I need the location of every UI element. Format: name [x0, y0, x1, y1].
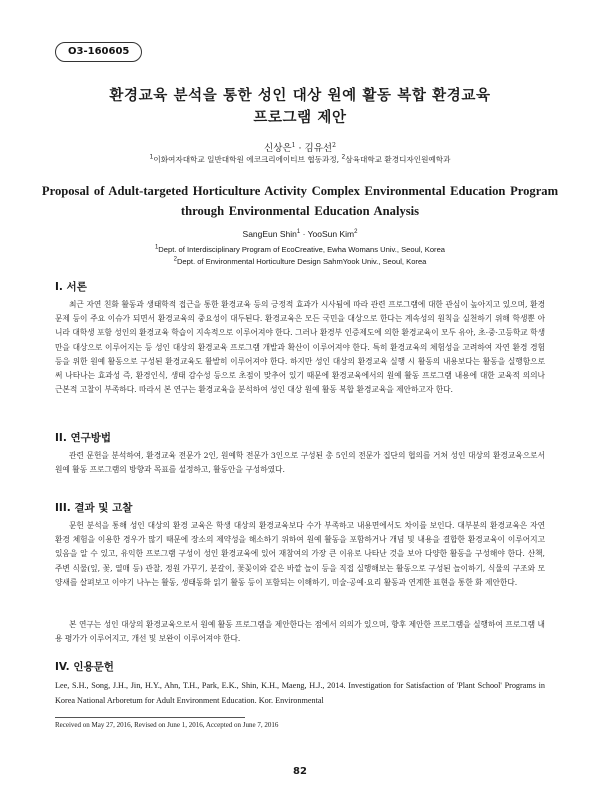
affil-2-en: Dept. of Environmental Horticulture Design SahmYook Univ., Seoul, Korea [176, 257, 427, 266]
results-paragraph-2: 본 연구는 성인 대상의 환경교육으로서 원예 활동 프로그램을 제안한다는 점에서 의의가 있으며, 향후 제안한 프로그램을 실행하여 프로그램 내용 평가가 이루어지고, 개선 및 보완이 이루어져야 한다. [55, 620, 545, 644]
affil-1-en-row [0, 244, 600, 256]
author-2-ko-mark: 2 [332, 141, 336, 149]
methods-paragraph: 관련 문헌을 분석하여, 환경교육 전문가 2인, 원예학 전문가 3인으로 구성된 총 5인의 전문가 집단의 협의를 거쳐 성인 대상의 환경교육으로서 원예 활동 프로그램의 방향과 목표를 설정하고, 활동안을 구성하였다. [55, 451, 545, 475]
affil-2-en-mark: 2 [173, 256, 177, 263]
results-paragraph-1: 문헌 분석을 통해 성인 대상의 환경 교육은 학생 대상의 환경교육보다 수가 부족하고 내용면에서도 차이를 보인다. 대부분의 환경교육은 자연 환경 체험을 이용한 경우가 많기 때문에 장소의 제약성을 해소하기 위하여 원예 활동을 포함하거나 개념 및 내용을 결합한 환경교육이 이루어지고 있음을 알 수 있고, 유익한 프로그램 구성이 성인 환경교육에 있어 재참여의 가장 큰 이유로 나타난 것을 보아 다양한 활동을 구성해야 한다. 산책, 주변 식물(잎, 꽃, 열매 등) 관찰, 정원 가꾸기, 분갈이, 꽃꽂이와 같은 바깥 놀이 등을 직접 실행해보는 활동으로 구성된 놀이하기, 식물의 구조와 모양새를 살펴보고 이야기 나누는 활동, 생태동화 읽기 활동 등이 포함되는 이해하기, 미술·공예·요리 활동과 연계한 표현을 통한 화 제안한다. [55, 521, 545, 587]
english-affiliations [0, 244, 600, 268]
author-1-ko: 신상은 [264, 143, 292, 154]
author-2-en: YooSun Kim [307, 229, 355, 239]
section-heading-methods: II. 연구방법 [55, 432, 112, 444]
page-number: 82 [293, 766, 307, 777]
korean-authors [0, 140, 600, 154]
affil-2-ko-mark: 2 [341, 153, 346, 161]
author-1-en-mark: 1 [296, 229, 301, 236]
affil-1-en: Dept. of Interdisciplinary Program of EcoCreative, Ewha Womans Univ., Seoul, Korea [158, 245, 446, 254]
paper-id-badge: O3-160605 [55, 42, 142, 62]
author-1-ko-mark: 1 [291, 141, 296, 149]
author-2-ko: 김유선 [304, 143, 333, 154]
affil-1-ko-mark: 1 [149, 153, 154, 161]
received-footnote: Received on May 27, 2016, Revised on June 1, 2016, Accepted on June 7, 2016 [55, 721, 279, 729]
english-authors [0, 229, 600, 239]
affil-2-ko: 삼육대학교 환경디자인원예학과 [345, 155, 451, 164]
korean-affiliations [0, 154, 600, 165]
section-heading-intro: I. 서론 [55, 281, 87, 293]
reference-entry: Lee, S.H., Song, J.H., Jin, H.Y., Ahn, T.H., Park, E.K., Shin, K.H., Maeng, H.J., 2014. Investigation for Satisfaction of 'Plant School' Programs in Korea National Arboretum for Adult Environment Education. Kor. Environmental [55, 681, 545, 705]
section-heading-references: IV. 인용문헌 [55, 661, 114, 673]
author-1-en: SangEun Shin [242, 229, 297, 239]
english-title [30, 181, 570, 221]
section-heading-results: III. 결과 및 고찰 [55, 502, 133, 514]
korean-title [40, 85, 560, 129]
author-separator: · [295, 143, 305, 154]
footnote-divider [55, 717, 245, 718]
english-title-line1: Proposal of Adult-targeted Horticulture Activity Complex Environmental Education Program [41, 184, 559, 198]
intro-paragraph: 최근 자연 친화 활동과 생태학적 접근을 통한 환경교육 등의 긍정적 효과가 시사됨에 따라 관련 프로그램에 대한 관심이 높아지고 있으며, 환경문제 등이 주요 이슈가 되면서 환경교육의 중요성이 대두된다. 환경교육은 모든 국민을 대상으로 한다는 계속성의 원칙을 실천하기 위해 학생뿐 아니라 대학생 포함 성인의 환경교육 학습이 지속적으로 이루어져야 한다. 그러나 환경부 인증제도에 의한 환경교육이 모두 유아, 초·중·고등학교 학생만을 대상으로 이루어지는 등 성인 대상의 환경교육 프로그램 개발과 확산이 이루어져야 한다. 특히 환경교육의 체험성을 고려하여 자연 환경 경험 등을 위한 원예 활동으로 구성된 환경교육도 활발히 이루어져야 한다. 하지만 성인 대상의 환경교육 실행 시 활동의 내용보다는 활동을 실행함으로써 나타나는 효과성 즉, 환경인식, 생태 감수성 등으로 초점이 맞추어 있기 때문에 환경교육에서의 원예 활동 프로그램 내용에 대한 교육적 의의나 근본적 고찰이 부족하다. 따라서 본 연구는 환경교육을 분석하여 성인 대상 원예 활동 복합 환경교육을 제안하고자 한다. [55, 300, 545, 395]
affil-1-ko: 이화여자대학교 일반대학원 에코크리에이티브 협동과정, [153, 155, 342, 164]
korean-title-line2: 프로그램 제안 [253, 109, 347, 126]
affil-1-en-mark: 1 [154, 244, 159, 251]
affil-2-en-row [0, 256, 600, 268]
author-2-en-mark: 2 [354, 229, 358, 236]
korean-title-line1: 환경교육 분석을 통한 성인 대상 원예 활동 복합 환경교육 [109, 87, 491, 104]
author-separator-en: · [300, 229, 308, 239]
english-title-line2: through Environmental Education Analysis [180, 204, 420, 218]
